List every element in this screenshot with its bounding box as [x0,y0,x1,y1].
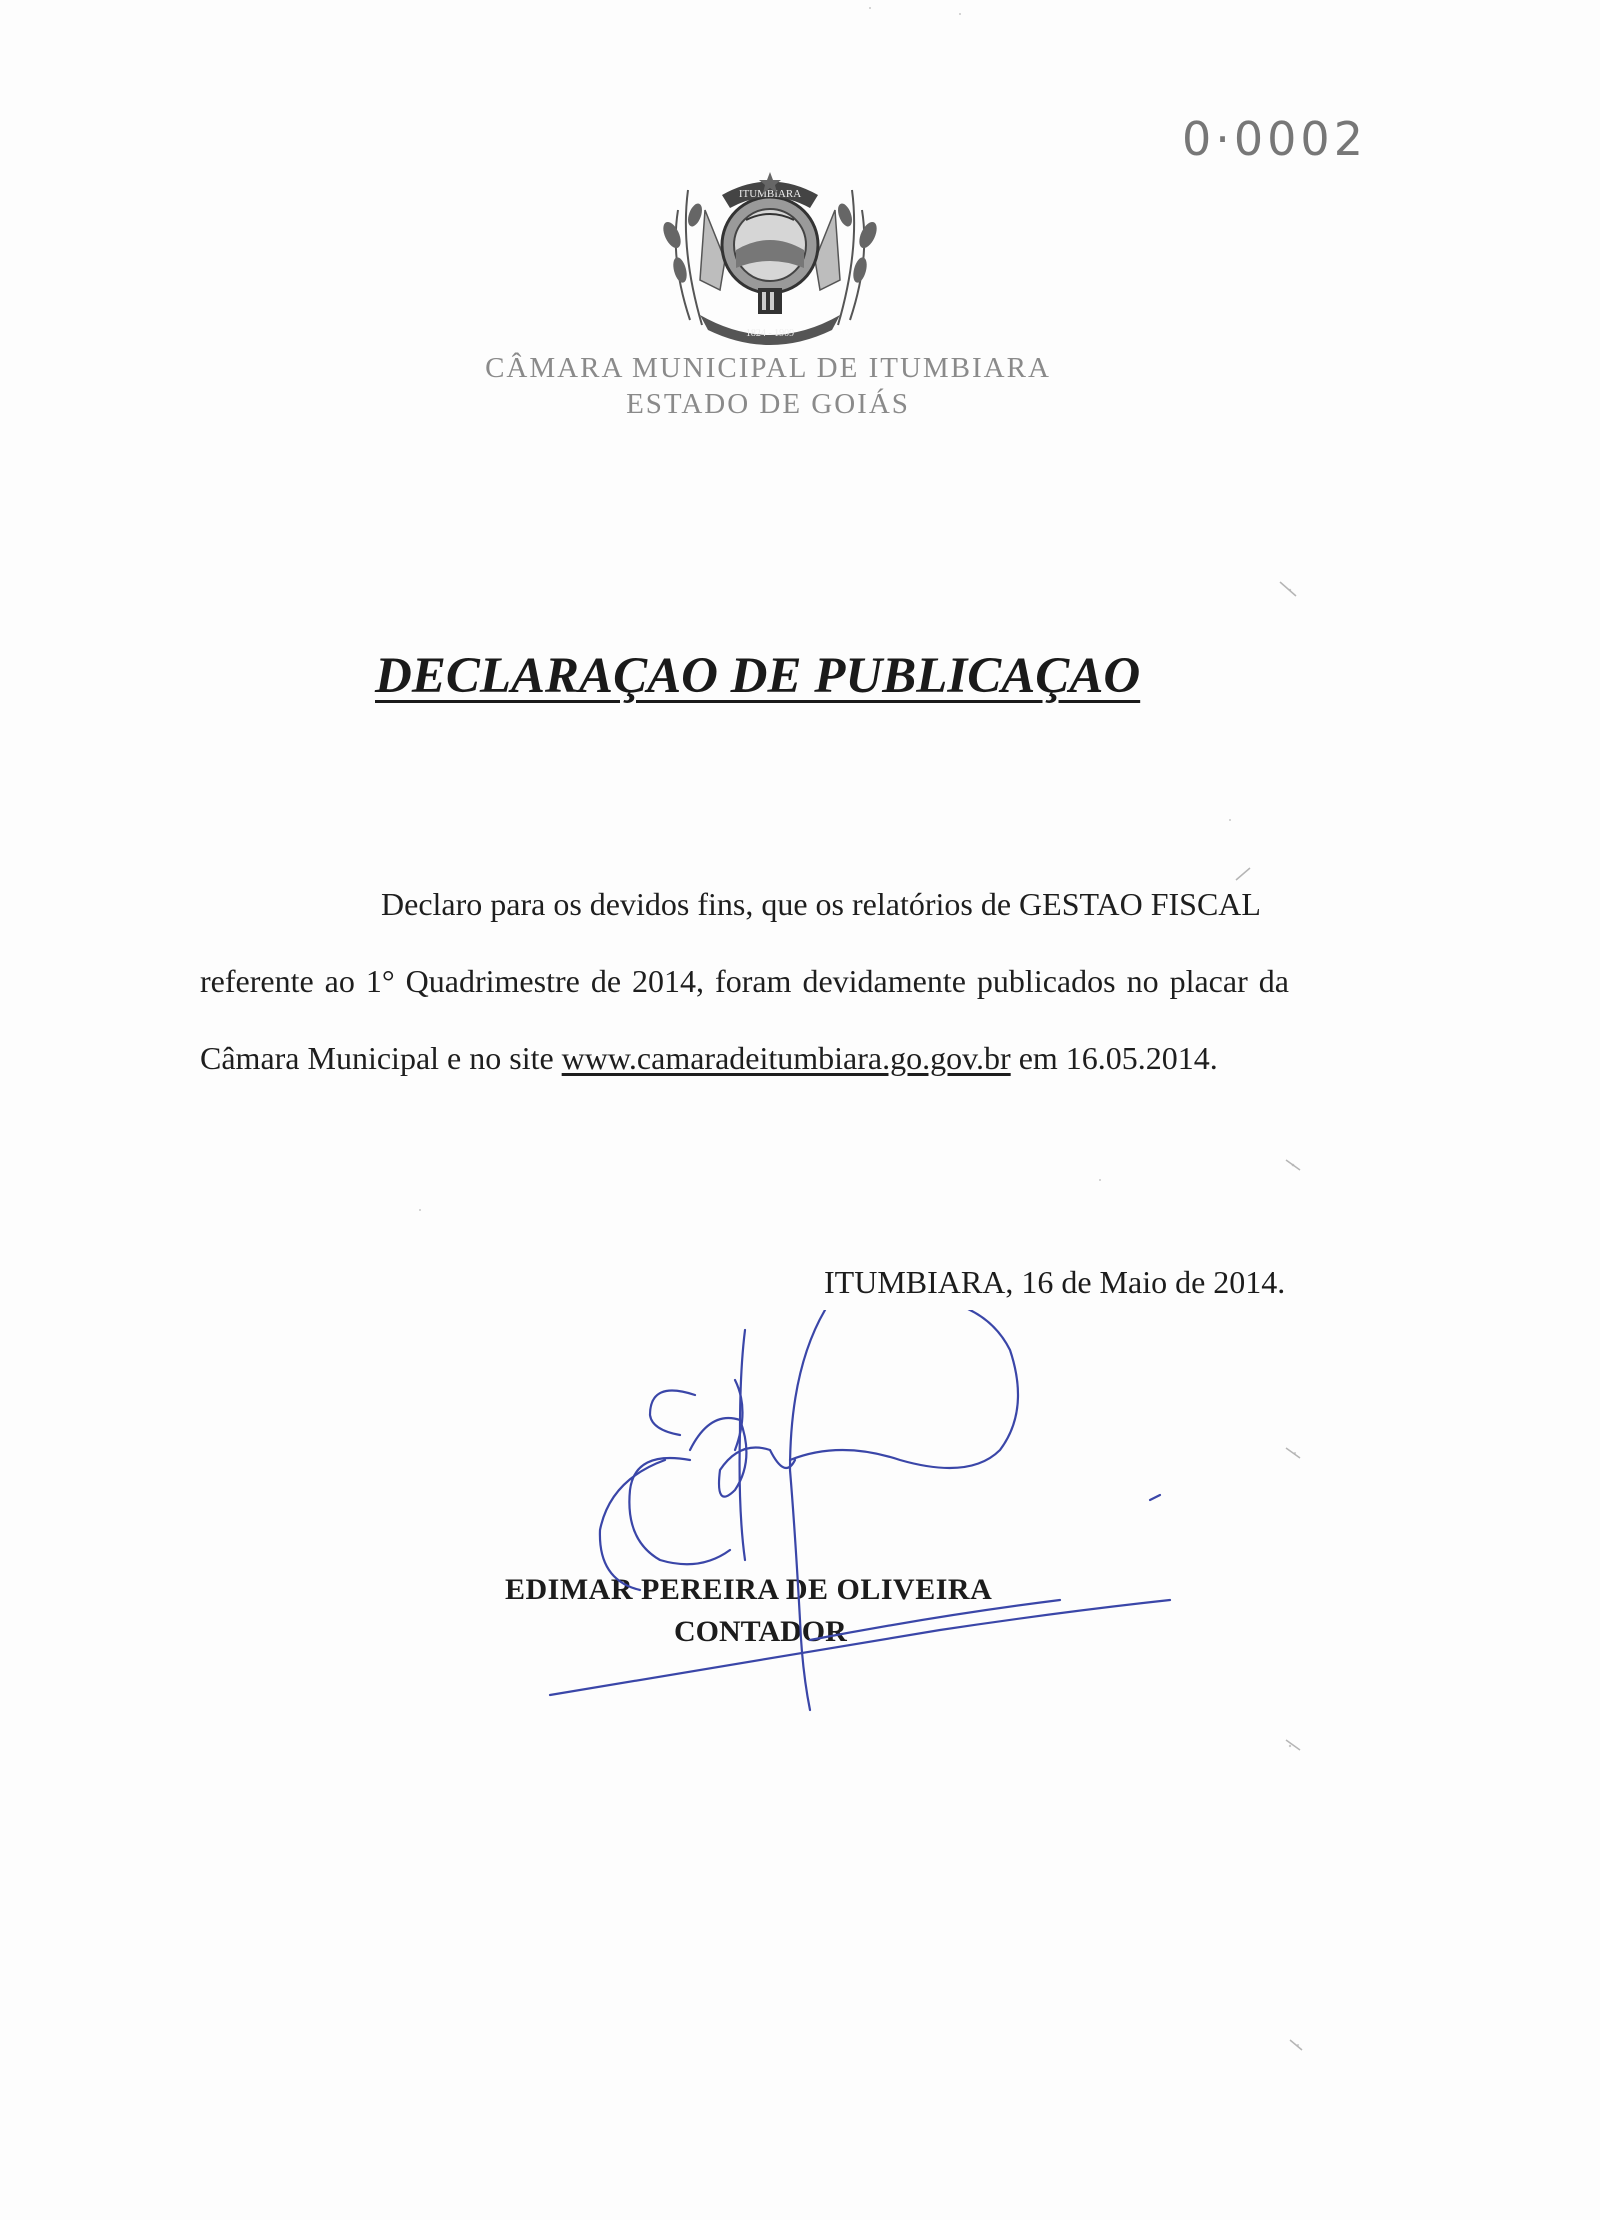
state-name: ESTADO DE GOIÁS [626,388,910,420]
document-title: DECLARAÇAO DE PUBLICAÇAO [375,648,1141,704]
municipal-crest-icon [650,150,890,350]
body-line-3 [200,1040,1218,1077]
page-number-stamp: 0·0002 [1182,112,1367,166]
website-link[interactable]: www.camaradeitumbiara.go.gov.br [561,1040,1011,1076]
body-line-3-suffix: em 16.05.2014. [1010,1040,1218,1076]
signatory-role: CONTADOR [674,1615,847,1648]
place-and-date: ITUMBIARA, 16 de Maio de 2014. [824,1264,1286,1300]
body-line-3-prefix: Câmara Municipal e no site [200,1040,562,1076]
body-line-1: Declaro para os devidos fins, que os relatórios de GESTAO FISCAL [381,886,1261,922]
body-line-2: referente ao 1° Quadrimestre de 2014, foram devidamente publicados no placar da [200,963,1289,999]
handwritten-signature [540,1310,1180,1730]
chamber-name: CÂMARA MUNICIPAL DE ITUMBIARA [485,352,1051,384]
signatory-name: EDIMAR PEREIRA DE OLIVEIRA [505,1573,993,1606]
svg-text:1824 - 1909: 1824 - 1909 [745,328,795,339]
svg-text:ITUMBIARA: ITUMBIARA [738,188,802,200]
